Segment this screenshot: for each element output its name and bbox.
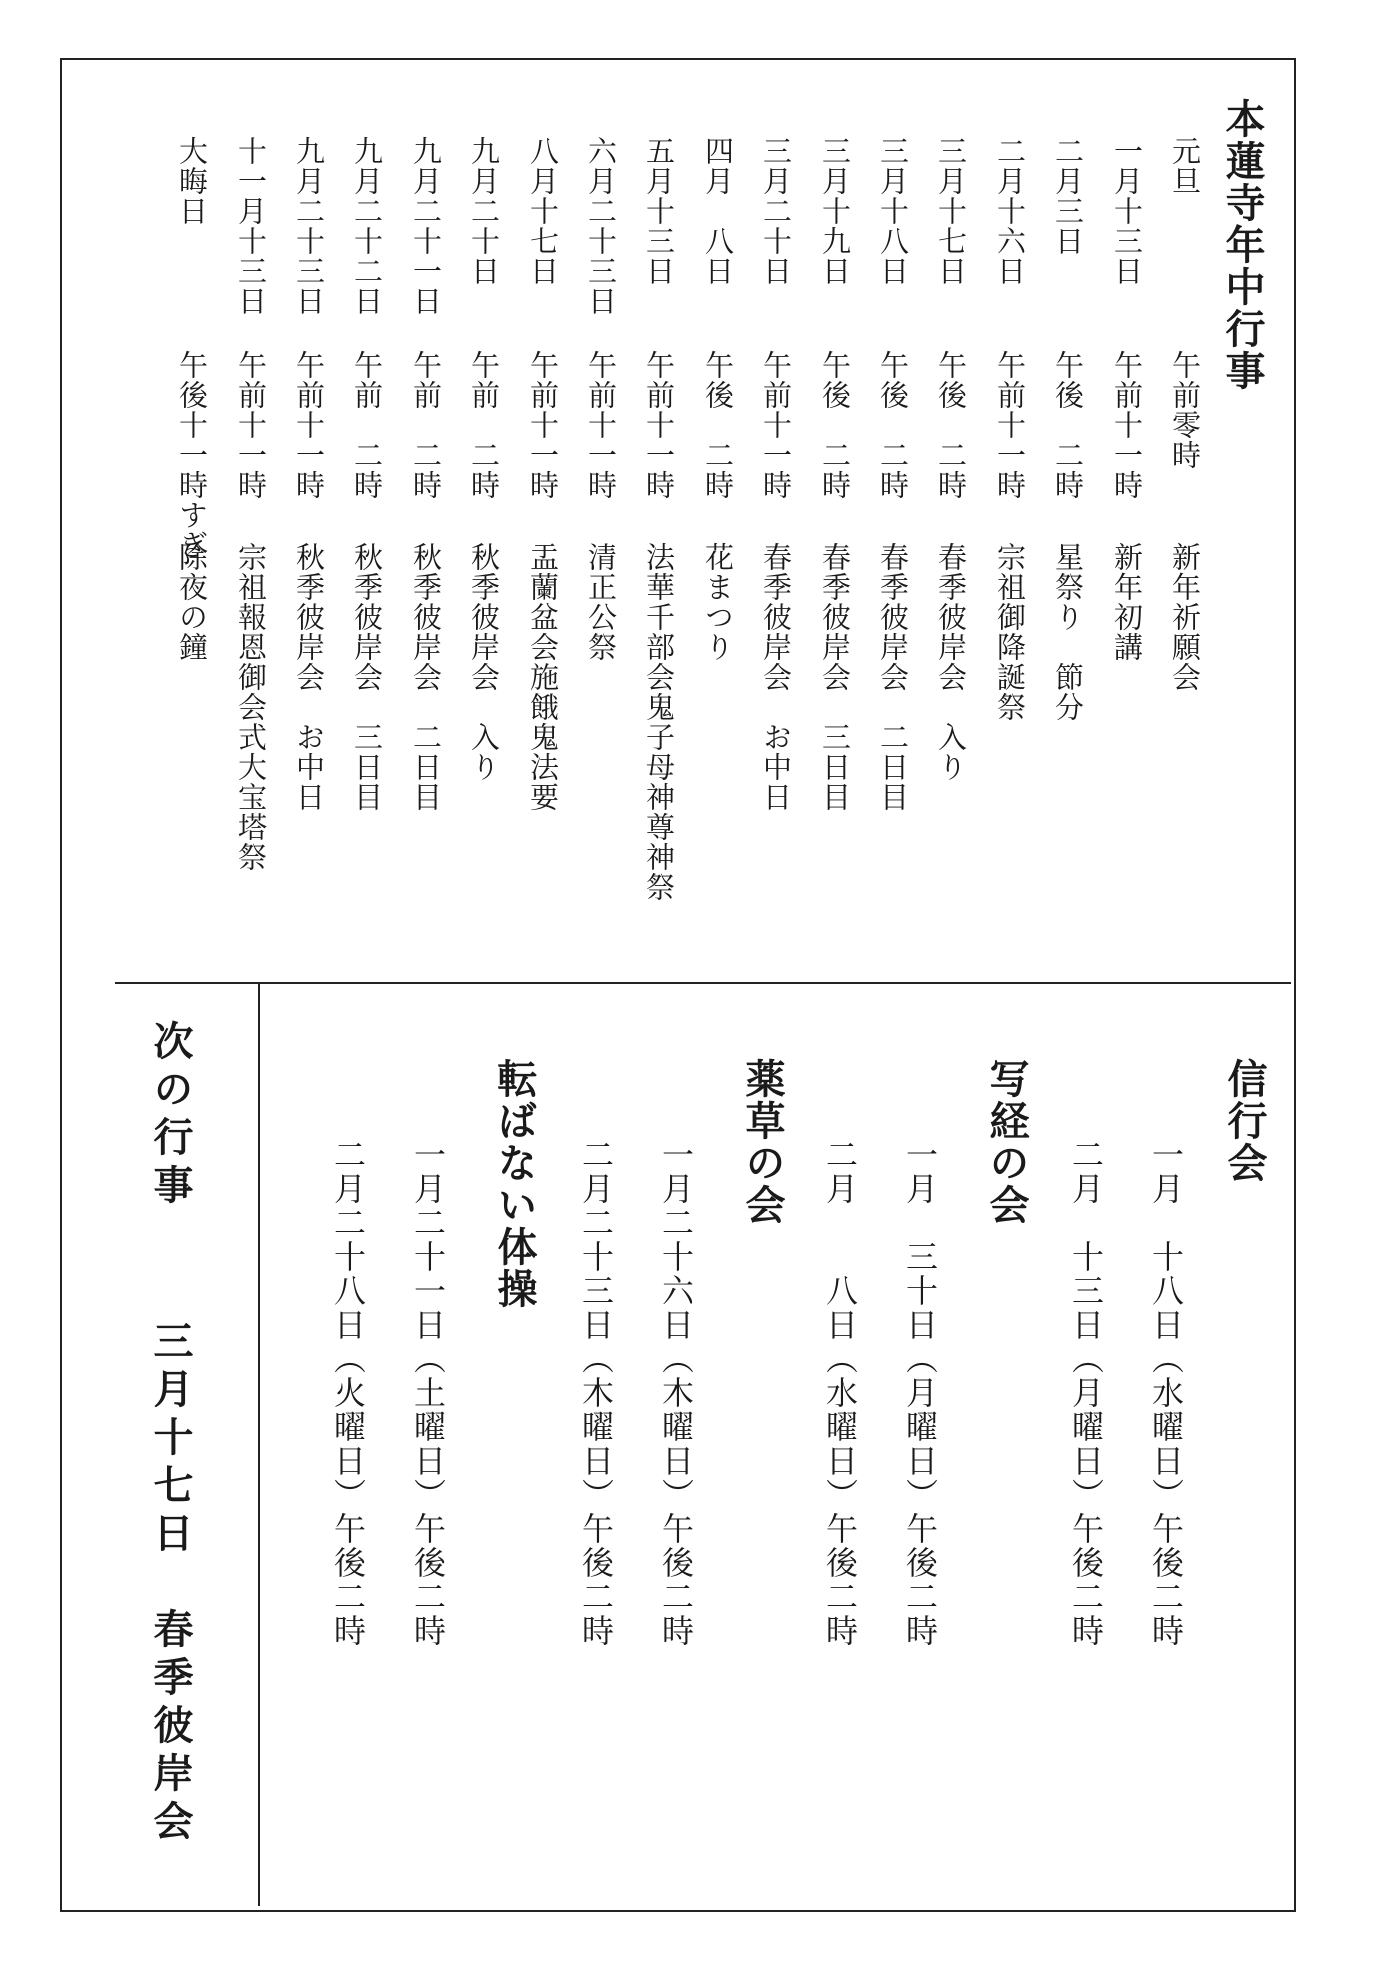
event-date: 一月十三日: [1110, 136, 1144, 286]
event-name: 春季彼岸会 入り: [934, 542, 968, 782]
event-row: [644, 122, 678, 942]
event-row: [352, 122, 386, 942]
event-name: 星祭り 節分: [1051, 542, 1085, 722]
event-time: 午後 二時: [1051, 350, 1085, 500]
event-time: 午前十一時: [584, 350, 618, 500]
event-name: 春季彼岸会 二日目: [876, 542, 910, 812]
next-event-label: 次の行事: [147, 1020, 194, 1212]
event-name: 秋季彼岸会 入り: [467, 542, 501, 782]
event-time: 午前十一時: [642, 350, 676, 500]
event-row: [469, 122, 503, 942]
event-row: [761, 122, 795, 942]
event-time: 午後 二時: [876, 350, 910, 500]
korobanai-row: 一月二十一日（土曜日）午後二時: [409, 1138, 447, 1648]
shakyo-row: 一月 三十日（月曜日）午後二時: [901, 1138, 939, 1648]
event-row: [878, 122, 912, 942]
event-date: 五月十三日: [642, 136, 676, 286]
event-time: 午前十一時: [993, 350, 1027, 500]
event-date: 十一月十三日: [234, 136, 268, 316]
korobanai-title: 転ばない体操: [491, 1058, 538, 1310]
event-date: 八月十七日: [526, 136, 560, 286]
event-row: [820, 122, 854, 942]
shingyokai-title: 信行会: [1221, 1058, 1268, 1184]
event-name: 新年初講: [1110, 542, 1144, 662]
event-name: 除夜の鐘: [175, 542, 209, 662]
event-date: 三月十七日: [934, 136, 968, 286]
event-row: [177, 122, 211, 942]
shakyo-row: 二月 八日（水曜日）午後二時: [821, 1138, 859, 1648]
event-date: 三月十八日: [876, 136, 910, 286]
event-time: 午後 二時: [934, 350, 968, 500]
next-event-value: 三月十七日 春季彼岸会: [147, 1320, 194, 1848]
yakuso-row: 一月二十六日（木曜日）午後二時: [657, 1138, 695, 1648]
event-row: [995, 122, 1029, 942]
section-divider-horizontal: [115, 982, 1291, 984]
event-name: 花まつり: [701, 542, 735, 662]
annual-events-title: 本蓮寺年中行事: [1219, 98, 1266, 392]
event-time: 午前十一時: [1110, 350, 1144, 500]
event-row: [528, 122, 562, 942]
event-row: [411, 122, 445, 942]
event-row: [586, 122, 620, 942]
event-row: [703, 122, 737, 942]
event-name: 秋季彼岸会 お中日: [292, 542, 326, 812]
event-time: 午前十一時: [234, 350, 268, 500]
shingyokai-row: 二月 十三日（月曜日）午後二時: [1067, 1138, 1105, 1648]
shingyokai-row: 一月 十八日（水曜日）午後二時: [1147, 1138, 1185, 1648]
event-name: 盂蘭盆会施餓鬼法要: [526, 542, 560, 812]
shakyo-title: 写経の会: [983, 1058, 1030, 1226]
event-time: 午前 二時: [467, 350, 501, 500]
event-time: 午後 二時: [701, 350, 735, 500]
event-date: 九月二十日: [467, 136, 501, 286]
event-date: 九月二十一日: [409, 136, 443, 316]
event-date: 三月十九日: [818, 136, 852, 286]
event-name: 清正公祭: [584, 542, 618, 662]
yakuso-title: 薬草の会: [739, 1058, 786, 1226]
event-time: 午前十一時: [292, 350, 326, 500]
event-row: [1053, 122, 1087, 942]
event-name: 秋季彼岸会 三日目: [350, 542, 384, 812]
event-date: 九月二十二日: [350, 136, 384, 316]
event-name: 宗祖御降誕祭: [993, 542, 1027, 722]
event-name: 秋季彼岸会 二日目: [409, 542, 443, 812]
event-date: 九月二十三日: [292, 136, 326, 316]
event-row: [1170, 122, 1204, 942]
event-time: 午前十一時: [759, 350, 793, 500]
event-name: 宗祖報恩御会式大宝塔祭: [234, 542, 268, 872]
event-time: 午前十一時: [526, 350, 560, 500]
event-name: 法華千部会鬼子母神尊神祭: [642, 542, 676, 902]
event-name: 新年祈願会: [1168, 542, 1202, 692]
section-divider-vertical: [258, 983, 260, 1906]
event-date: 二月三日: [1051, 136, 1085, 256]
event-date: 大晦日: [175, 136, 209, 226]
event-date: 六月二十三日: [584, 136, 618, 316]
event-time: 午前 二時: [350, 350, 384, 500]
event-time: 午前零時: [1168, 350, 1202, 470]
event-date: 二月十六日: [993, 136, 1027, 286]
event-date: 元旦: [1168, 136, 1202, 196]
event-row: [294, 122, 328, 942]
event-date: 三月二十日: [759, 136, 793, 286]
event-time: 午前 二時: [409, 350, 443, 500]
event-row: [936, 122, 970, 942]
event-date: 四月 八日: [701, 136, 735, 286]
event-time: 午後十一時すぎ: [175, 350, 209, 560]
event-row: [1112, 122, 1146, 942]
event-row: [236, 122, 270, 942]
event-name: 春季彼岸会 三日目: [818, 542, 852, 812]
event-name: 春季彼岸会 お中日: [759, 542, 793, 812]
yakuso-row: 二月二十三日（木曜日）午後二時: [577, 1138, 615, 1648]
korobanai-row: 二月二十八日（火曜日）午後二時: [329, 1138, 367, 1648]
event-time: 午後 二時: [818, 350, 852, 500]
